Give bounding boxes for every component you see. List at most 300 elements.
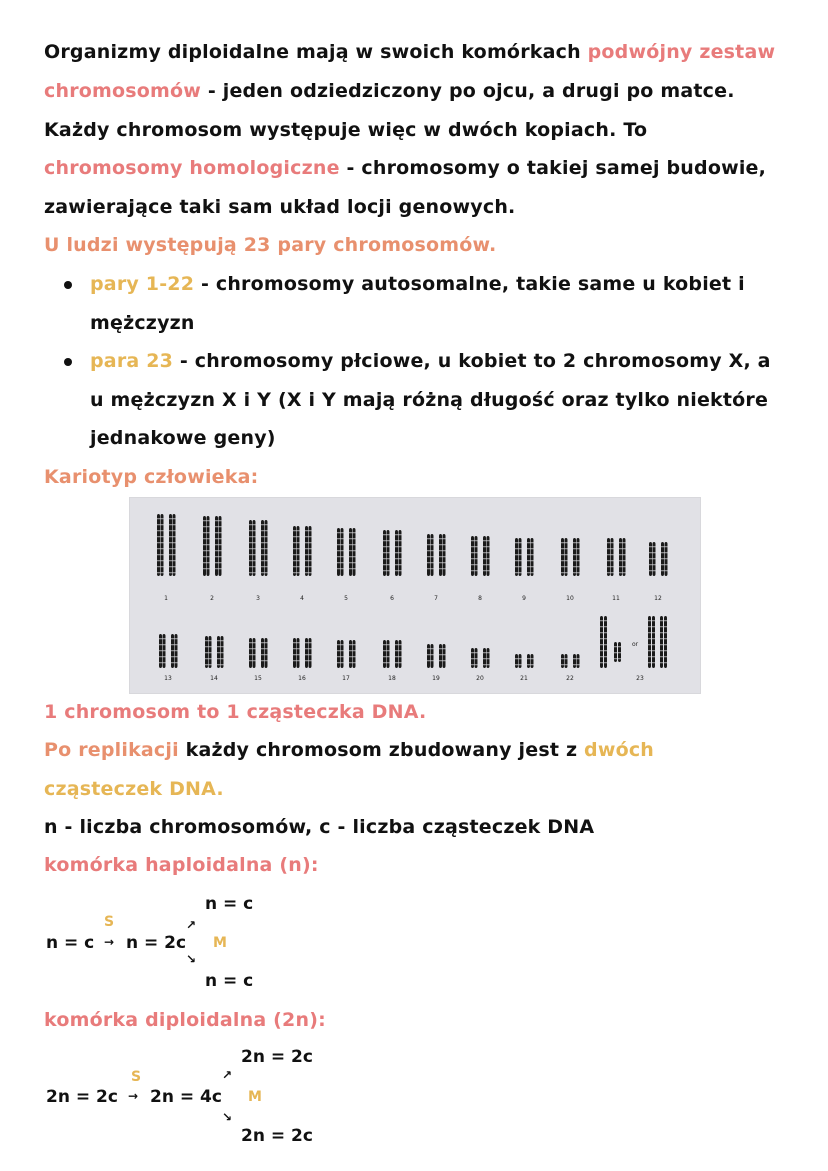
chromosome-band (623, 560, 626, 561)
chromosome-band (203, 568, 206, 569)
chromosome-band (383, 534, 386, 535)
chromosome-band (527, 658, 530, 659)
chromosome-band (219, 538, 222, 539)
chromosome-band (349, 556, 352, 557)
chromosome-band (439, 538, 442, 539)
chromosome-band (471, 652, 474, 653)
chromosome-band (611, 554, 614, 555)
diploid-start: 2n = 2c (46, 1087, 118, 1107)
chromosome-band (383, 656, 386, 657)
chromosome-band (660, 650, 663, 651)
chromosome-pair-21 (515, 654, 518, 668)
chromosome-band (443, 648, 446, 649)
chromosome-band (253, 548, 256, 549)
chromosome-band (443, 544, 446, 545)
chromosome-band (249, 524, 252, 525)
chromosome-pair-22 (561, 654, 564, 668)
chromosome-band (431, 660, 434, 661)
chromosome-band (253, 536, 256, 537)
chromosome-band (207, 544, 210, 545)
chromosome-band (215, 562, 218, 563)
karyotype-pair-label: 9 (522, 595, 526, 602)
chromosome-band (648, 656, 651, 657)
chromosome-band (653, 552, 656, 553)
chromosome-band (253, 572, 256, 573)
chromosome-band (171, 638, 174, 639)
chromosome-band (653, 558, 656, 559)
chromosome-band (249, 648, 252, 649)
chromosome-band (600, 632, 603, 633)
chromosome-band (399, 644, 402, 645)
karyotype-pair-label: 14 (210, 675, 218, 682)
highlight-chromosomes: chromosomów (44, 80, 202, 102)
haploid-heading: komórka haploidalna (n): (44, 854, 319, 876)
chromosome-pair-22 (573, 654, 576, 668)
chromosome-band (611, 566, 614, 567)
chromosome-band (169, 530, 172, 531)
chromosome-band (531, 554, 534, 555)
chromosome-band (207, 568, 210, 569)
chromosome-band (217, 664, 220, 665)
chromosome-band (619, 548, 622, 549)
chromosome-band (652, 626, 655, 627)
chromosome-band (173, 518, 176, 519)
chromosome-band (261, 560, 264, 561)
chromosome-band (475, 652, 478, 653)
chromosome-band (297, 654, 300, 655)
chromosome-band (217, 640, 220, 641)
chromosome-band (161, 530, 164, 531)
chromosome-band (341, 562, 344, 563)
chromosome-band (611, 542, 614, 543)
diploid-m-label: M (248, 1089, 262, 1105)
chromosome-band (261, 530, 264, 531)
chromosome-band (515, 572, 518, 573)
bullet-2-line-2: u mężczyzn X i Y (X i Y mają różną długość oraz tylko niektóre (90, 389, 769, 411)
chromosome-band (387, 650, 390, 651)
chromosome-pair-19 (431, 644, 434, 668)
chromosome-band (395, 546, 398, 547)
chromosome-band (431, 568, 434, 569)
chromosome-band (561, 560, 564, 561)
chromosome-band (383, 546, 386, 547)
chromosome-band (173, 572, 176, 573)
chromosome-band (600, 644, 603, 645)
chromosome-band (341, 544, 344, 545)
chromosome-band (353, 538, 356, 539)
chromosome-band (163, 650, 166, 651)
chromosome-band (305, 642, 308, 643)
chromosome-band (395, 534, 398, 535)
chromosome-band (399, 546, 402, 547)
chromosome-band (531, 566, 534, 567)
chromosome-band (519, 664, 522, 665)
chromosome-band (253, 542, 256, 543)
chromosome-band (341, 662, 344, 663)
chromosome-band (249, 572, 252, 573)
haploid-s-label: S (104, 914, 115, 930)
chromosome-band (427, 562, 430, 563)
chromosome-band (337, 644, 340, 645)
karyotype-pair-label: 3 (256, 595, 260, 602)
chromosome-band (519, 658, 522, 659)
chromosome-band (665, 564, 668, 565)
chromosome-band (399, 534, 402, 535)
chromosome-band (664, 644, 667, 645)
chromosome-x (660, 616, 663, 668)
diploid-top: 2n = 2c (241, 1047, 313, 1067)
bullet-2-label: para 23 (90, 350, 174, 372)
chromosome-band (618, 652, 621, 653)
chromosome-band (443, 660, 446, 661)
chromosome-band (161, 536, 164, 537)
chromosome-band (265, 548, 268, 549)
chromosome-band (171, 650, 174, 651)
chromosome-band (163, 644, 166, 645)
chromosome-band (297, 572, 300, 573)
chromosome-band (483, 664, 486, 665)
chromosome-band (249, 542, 252, 543)
chromosome-band (439, 568, 442, 569)
chromosome-band (443, 556, 446, 557)
chromosome-band (173, 548, 176, 549)
chromosome-band (293, 554, 296, 555)
chromosome-band (353, 562, 356, 563)
chromosome-band (395, 564, 398, 565)
text-line-3: Każdy chromosom występuje więc w dwóch kopiach. To (44, 119, 648, 141)
chromosome-band (604, 662, 607, 663)
haploid-start: n = c (46, 933, 95, 953)
chromosome-band (649, 564, 652, 565)
chromosome-band (215, 538, 218, 539)
chromosome-band (219, 526, 222, 527)
chromosome-band (604, 626, 607, 627)
chromosome-band (527, 542, 530, 543)
chromosome-band (619, 566, 622, 567)
chromosome-band (215, 544, 218, 545)
chromosome-band (265, 524, 268, 525)
chromosome-band (341, 550, 344, 551)
chromosome-band (205, 652, 208, 653)
chromosome-band (157, 530, 160, 531)
chromosome-band (309, 542, 312, 543)
chromosome-band (664, 662, 667, 663)
chromosome-band (399, 552, 402, 553)
chromosome-band (161, 560, 164, 561)
chromosome-band (305, 536, 308, 537)
chromosome-pair-4 (305, 526, 308, 576)
chromosome-band (531, 560, 534, 561)
chromosome-band (515, 560, 518, 561)
chromosome-band (305, 554, 308, 555)
chromosome-band (337, 544, 340, 545)
chromosome-band (427, 538, 430, 539)
chromosome-band (265, 530, 268, 531)
chromosome-band (215, 520, 218, 521)
chromosome-pair-10 (561, 538, 564, 576)
chromosome-band (265, 572, 268, 573)
chromosome-band (527, 548, 530, 549)
chromosome-band (207, 538, 210, 539)
chromosome-band (519, 548, 522, 549)
chromosome-band (253, 566, 256, 567)
chromosome-band (565, 554, 568, 555)
chromosome-band (293, 536, 296, 537)
diploid-arrow-icon: → (128, 1089, 139, 1103)
chromosome-x (604, 616, 607, 668)
chromosome-band (487, 552, 490, 553)
chromosome-band (443, 654, 446, 655)
chromosome-band (515, 566, 518, 567)
chromosome-band (600, 662, 603, 663)
chromosome-band (309, 654, 312, 655)
chromosome-band (353, 556, 356, 557)
chromosome-pair-11 (619, 538, 622, 576)
chromosome-band (475, 570, 478, 571)
chromosome-band (215, 526, 218, 527)
chromosome-band (577, 542, 580, 543)
chromosome-band (483, 552, 486, 553)
chromosome-band (399, 662, 402, 663)
arrow-down-right-icon: ↘ (186, 952, 197, 966)
chromosome-band (399, 656, 402, 657)
chromosome-band (483, 658, 486, 659)
chromosome-band (577, 658, 580, 659)
chromosome-band (519, 566, 522, 567)
chromosome-band (383, 558, 386, 559)
chromosome-band (618, 658, 621, 659)
chromosome-band (353, 532, 356, 533)
chromosome-band (431, 562, 434, 563)
chromosome-band (297, 642, 300, 643)
chromosome-band (475, 546, 478, 547)
chromosome-band (483, 570, 486, 571)
chromosome-band (573, 560, 576, 561)
chromosome-band (207, 550, 210, 551)
chromosome-band (515, 548, 518, 549)
chromosome-band (652, 650, 655, 651)
chromosome-pair-7 (443, 534, 446, 576)
chromosome-band (297, 542, 300, 543)
chromosome-band (623, 548, 626, 549)
chromosome-band (660, 620, 663, 621)
chromosome-band (341, 538, 344, 539)
chromosome-band (305, 572, 308, 573)
chromosome-band (215, 568, 218, 569)
karyotype-pair-label: 15 (254, 675, 262, 682)
chromosome-band (515, 664, 518, 665)
chromosome-band (341, 644, 344, 645)
chromosome-band (309, 548, 312, 549)
chromosome-band (173, 566, 176, 567)
chromosome-band (653, 546, 656, 547)
chromosome-band (157, 572, 160, 573)
chromosome-band (349, 568, 352, 569)
chromosome-band (159, 656, 162, 657)
chromosome-band (665, 558, 668, 559)
chromosome-band (618, 646, 621, 647)
chromosome-x (664, 616, 667, 668)
chromosome-band (337, 568, 340, 569)
chromosome-band (203, 550, 206, 551)
chromosome-band (353, 544, 356, 545)
pairs-heading: U ludzi występują 23 pary chromosomów. (44, 234, 497, 256)
chromosome-band (261, 536, 264, 537)
bullet-dot (64, 281, 72, 289)
chromosome-band (471, 558, 474, 559)
chromosome-pair-22 (565, 654, 568, 668)
chromosome-band (607, 554, 610, 555)
karyotype-svg (130, 498, 700, 693)
chromosome-band (293, 642, 296, 643)
chromosome-band (431, 654, 434, 655)
chromosome-band (387, 552, 390, 553)
chromosome-band (161, 554, 164, 555)
chromosome-band (175, 638, 178, 639)
chromosome-band (561, 572, 564, 573)
chromosome-band (487, 558, 490, 559)
chromosome-band (249, 548, 252, 549)
chromosome-band (387, 540, 390, 541)
chromosome-band (337, 662, 340, 663)
chromosome-band (652, 662, 655, 663)
chromosome-band (648, 632, 651, 633)
chromosome-band (309, 660, 312, 661)
chromosome-band (337, 538, 340, 539)
chromosome-band (157, 548, 160, 549)
chromosome-band (175, 662, 178, 663)
chromosome-band (387, 644, 390, 645)
karyotype-pair-label: 10 (566, 595, 574, 602)
chromosome-band (527, 664, 530, 665)
chromosome-band (161, 542, 164, 543)
chromosome-band (337, 656, 340, 657)
chromosome-band (427, 660, 430, 661)
chromosome-band (249, 530, 252, 531)
chromosome-band (253, 642, 256, 643)
karyotype-pair-label: 4 (300, 595, 304, 602)
karyotype-pair-label: 6 (390, 595, 394, 602)
arrow-up-right-icon: ↗ (186, 918, 197, 932)
chromosome-band (395, 558, 398, 559)
chromosome-band (383, 650, 386, 651)
chromosome-band (664, 656, 667, 657)
chromosome-band (249, 566, 252, 567)
chromosome-band (483, 546, 486, 547)
karyotype-pair-label: 7 (434, 595, 438, 602)
chromosome-band (577, 566, 580, 567)
chromosome-band (604, 656, 607, 657)
chromosome-band (395, 552, 398, 553)
chromosome-band (604, 644, 607, 645)
chromosome-band (531, 572, 534, 573)
chromosome-band (349, 656, 352, 657)
chromosome-band (565, 664, 568, 665)
chromosome-band (353, 650, 356, 651)
chromosome-band (209, 646, 212, 647)
chromosome-band (157, 554, 160, 555)
chromosome-band (249, 560, 252, 561)
chromosome-band (577, 664, 580, 665)
chromosome-band (221, 640, 224, 641)
chromosome-band (427, 648, 430, 649)
karyotype-pair-label: 16 (298, 675, 306, 682)
chromosome-band (475, 552, 478, 553)
chromosome-band (207, 562, 210, 563)
chromosome-pair-9 (527, 538, 530, 576)
chromosome-band (261, 642, 264, 643)
chromosome-band (175, 644, 178, 645)
chromosome-band (471, 552, 474, 553)
karyotype-pair-label: 20 (476, 675, 484, 682)
chromosome-band (565, 658, 568, 659)
chromosome-band (265, 642, 268, 643)
chromosome-band (565, 572, 568, 573)
chromosome-band (475, 564, 478, 565)
chromosome-band (341, 556, 344, 557)
chromosome-band (219, 556, 222, 557)
chromosome-band (221, 646, 224, 647)
chromosome-band (337, 550, 340, 551)
chromosome-pair-4 (293, 526, 296, 576)
chromosome-band (427, 550, 430, 551)
text-line-1 (44, 33, 775, 71)
chromosome-band (265, 566, 268, 567)
chromosome-band (309, 648, 312, 649)
chromosome-band (309, 560, 312, 561)
chromosome-band (265, 660, 268, 661)
chromosome-band (661, 564, 664, 565)
chromosome-pair-7 (439, 534, 442, 576)
chromosome-band (215, 532, 218, 533)
chromosome-band (309, 572, 312, 573)
chromosome-band (309, 642, 312, 643)
chromosome-band (219, 544, 222, 545)
chromosome-band (648, 620, 651, 621)
chromosome-band (171, 644, 174, 645)
bullet-2-line-3: jednakowe geny) (90, 427, 276, 449)
chromosome-band (219, 550, 222, 551)
chromosome-pair-4 (309, 526, 312, 576)
chromosome-pair-19 (443, 644, 446, 668)
karyotype-pair-label: 22 (566, 675, 574, 682)
chromosome-band (487, 540, 490, 541)
chromosome-pair-10 (577, 538, 580, 576)
chromosome-band (293, 572, 296, 573)
chromosome-band (661, 552, 664, 553)
chromosome-band (487, 564, 490, 565)
chromosome-band (161, 566, 164, 567)
chromosome-pair-21 (527, 654, 530, 668)
chromosome-band (427, 544, 430, 545)
chromosome-band (265, 654, 268, 655)
chromosome-band (173, 560, 176, 561)
chromosome-band (475, 558, 478, 559)
chromosome-band (203, 526, 206, 527)
chromosome-band (249, 554, 252, 555)
replication-label: Po replikacji (44, 739, 179, 761)
chromosome-band (573, 542, 576, 543)
chromosome-band (665, 570, 668, 571)
chromosome-band (573, 566, 576, 567)
chromosome-band (297, 530, 300, 531)
chromosome-band (217, 652, 220, 653)
chromosome-band (163, 656, 166, 657)
chromosome-band (175, 656, 178, 657)
chromosome-band (387, 564, 390, 565)
chromosome-band (439, 660, 442, 661)
replication-line-2: cząsteczek DNA. (44, 778, 224, 800)
